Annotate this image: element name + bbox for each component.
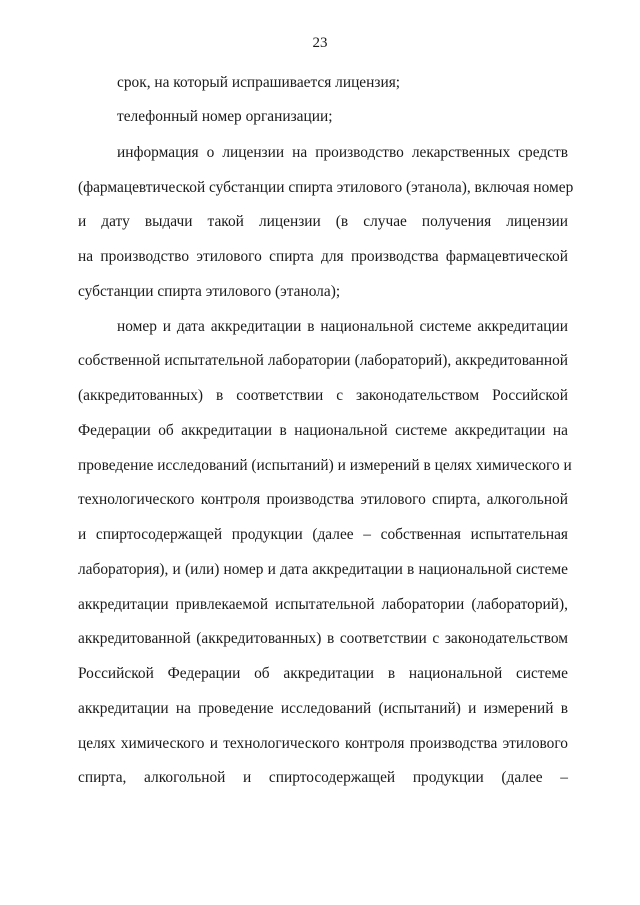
text-line: целях химического и технологического контроля производства этилового xyxy=(78,735,568,752)
text-line: информация о лицензии на производство лекарственных средств xyxy=(117,144,568,161)
text-line: технологического контроля производства этилового спирта, алкогольной xyxy=(78,491,568,508)
text-line: срок, на который испрашивается лицензия; xyxy=(117,74,401,91)
text-line: аккредитации привлекаемой испытательной лаборатории (лабораторий), xyxy=(78,596,568,613)
text-line: номер и дата аккредитации в национальной системе аккредитации xyxy=(117,318,568,335)
text-line: аккредитации на проведение исследований (испытаний) и измерений в xyxy=(78,700,568,717)
text-line: (аккредитованных) в соответствии с законодательством Российской xyxy=(78,387,568,404)
text-line: (фармацевтической субстанции спирта этилового (этанола), включая номер xyxy=(78,179,574,196)
text-line: и спиртосодержащей продукции (далее – собственная испытательная xyxy=(78,526,568,543)
text-line: телефонный номер организации; xyxy=(117,108,333,125)
text-line: аккредитованной (аккредитованных) в соответствии с законодательством xyxy=(78,630,568,647)
text-line: на производство этилового спирта для производства фармацевтической xyxy=(78,248,568,265)
text-line: и дату выдачи такой лицензии (в случае получения лицензии xyxy=(78,213,568,230)
text-line: лаборатория), и (или) номер и дата аккредитации в национальной системе xyxy=(78,561,568,578)
text-line: Федерации об аккредитации в национальной системе аккредитации на xyxy=(78,422,568,439)
text-line: собственной испытательной лаборатории (лабораторий), аккредитованной xyxy=(78,352,568,369)
text-line: Российской Федерации об аккредитации в национальной системе xyxy=(78,665,568,682)
text-line: проведение исследований (испытаний) и измерений в целях химического и xyxy=(78,457,572,474)
text-line: спирта, алкогольной и спиртосодержащей продукции (далее – xyxy=(78,769,568,786)
page-number: 23 xyxy=(312,35,328,51)
text-line: субстанции спирта этилового (этанола); xyxy=(78,283,341,300)
